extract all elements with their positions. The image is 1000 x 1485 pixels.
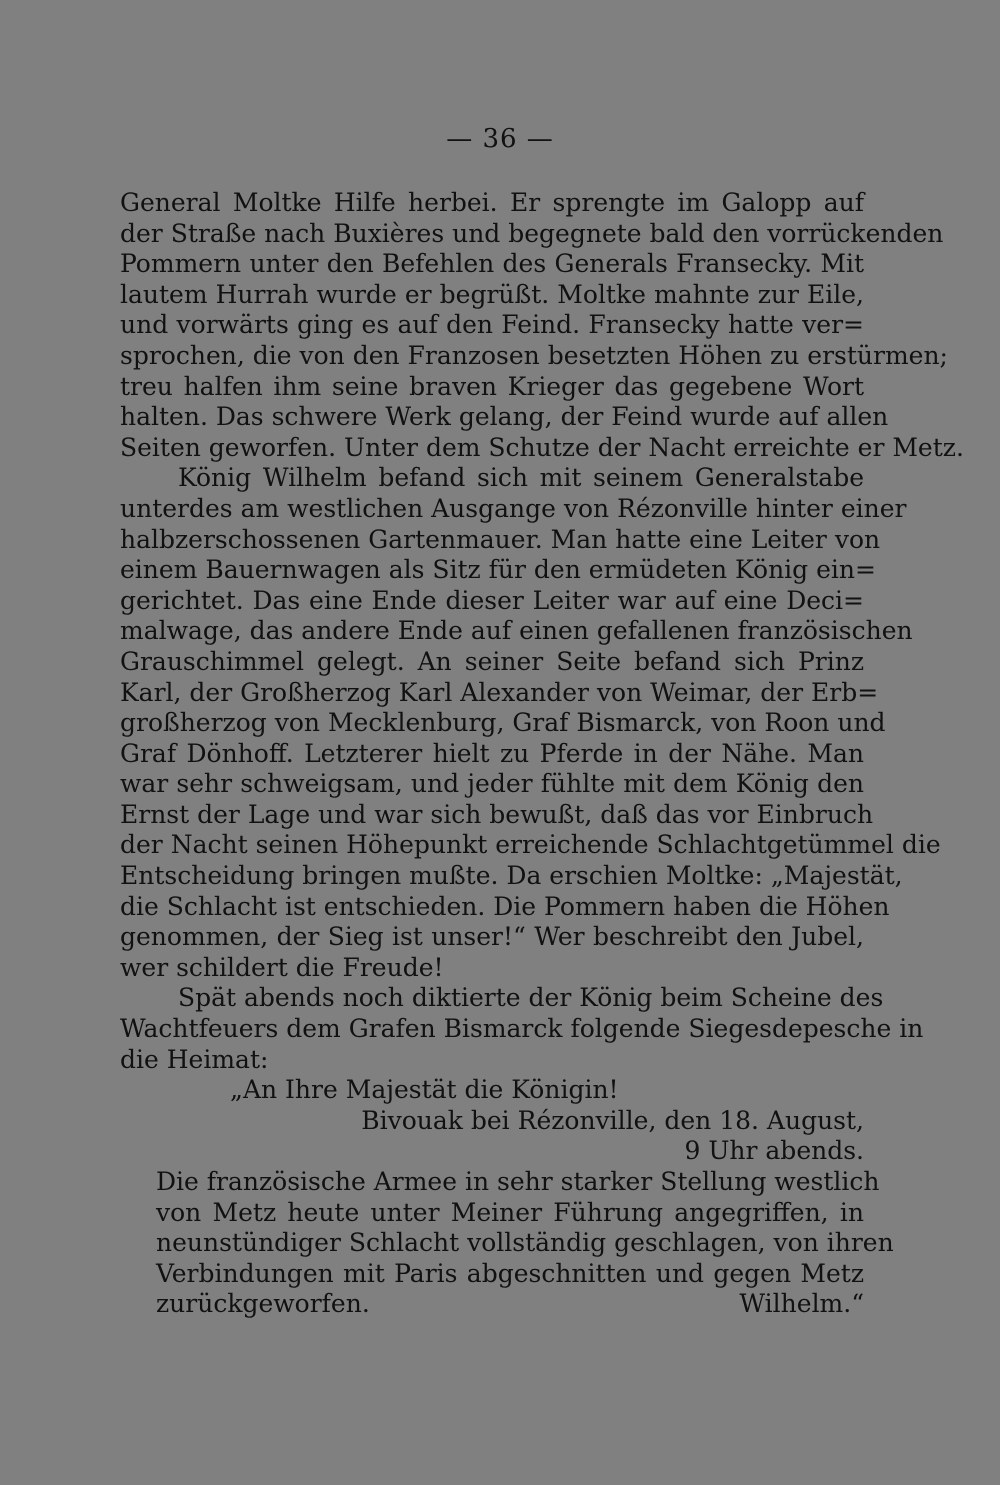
- text-line: malwage, das andere Ende auf einen gefallenen französischen: [120, 616, 913, 646]
- text-line: gerichtet. Das eine Ende dieser Leiter war auf eine Deci=: [120, 585, 864, 615]
- text-line: treu halfen ihm seine braven Krieger das gegebene Wort: [120, 371, 864, 401]
- page-number: — 36 —: [446, 124, 554, 154]
- page-text: [120, 188, 964, 1320]
- text-line: der Straße nach Buxières und begegnete bald den vorrückenden: [120, 218, 944, 248]
- text-line: Verbindungen mit Paris abgeschnitten und gegen Metz: [156, 1258, 864, 1288]
- paragraph-3: [120, 983, 924, 1075]
- text-line: war sehr schweigsam, und jeder fühlte mit dem König den: [120, 769, 864, 799]
- text-line: Spät abends noch diktierte der König beim Scheine des: [178, 983, 884, 1013]
- paragraph-1: [120, 188, 964, 463]
- text-line: und vorwärts ging es auf den Feind. Fransecky hatte ver=: [120, 310, 864, 340]
- text-line: neunstündiger Schlacht vollständig geschlagen, von ihren: [156, 1228, 894, 1258]
- text-line: Graf Dönhoff. Letzterer hielt zu Pferde in der Nähe. Man: [120, 738, 864, 768]
- text-line: Entscheidung bringen mußte. Da erschien Moltke: „Majestät,: [120, 861, 903, 891]
- telegram-time: 9 Uhr abends.: [684, 1136, 864, 1166]
- text-line: Wachtfeuers dem Grafen Bismarck folgende Siegesdepesche in: [120, 1014, 924, 1044]
- telegram-signature: Wilhelm.“: [739, 1289, 864, 1319]
- paragraph-2: [120, 463, 941, 983]
- text-line: großherzog von Mecklenburg, Graf Bismarck, von Roon und: [120, 708, 886, 738]
- telegram-place-date: Bivouak bei Rézonville, den 18. August,: [361, 1105, 864, 1135]
- text-line: die Schlacht ist entschieden. Die Pommern haben die Höhen: [120, 891, 890, 921]
- text-line: von Metz heute unter Meiner Führung angegriffen, in: [156, 1197, 864, 1227]
- text-line: Seiten geworfen. Unter dem Schutze der Nacht erreichte er Metz.: [120, 432, 964, 462]
- text-line: halbzerschossenen Gartenmauer. Man hatte eine Leiter von: [120, 524, 881, 554]
- text-line: zurückgeworfen.: [156, 1289, 370, 1319]
- telegram-salutation: „An Ihre Majestät die Königin!: [230, 1075, 619, 1105]
- telegram-quote: [120, 1075, 894, 1320]
- text-line: General Moltke Hilfe herbei. Er sprengte im Galopp auf: [120, 188, 864, 217]
- text-line: halten. Das schwere Werk gelang, der Feind wurde auf allen: [120, 402, 889, 432]
- text-line: Grauschimmel gelegt. An seiner Seite befand sich Prinz: [120, 646, 864, 676]
- telegram-final-line: [120, 1289, 864, 1320]
- text-line: genommen, der Sieg ist unser!“ Wer beschreibt den Jubel,: [120, 922, 864, 952]
- text-line: unterdes am westlichen Ausgange von Rézonville hinter einer: [120, 493, 907, 523]
- text-line: sprochen, die von den Franzosen besetzten Höhen zu erstürmen;: [120, 340, 948, 370]
- text-line: lautem Hurrah wurde er begrüßt. Moltke mahnte zur Eile,: [120, 279, 864, 309]
- text-line: die Heimat:: [120, 1044, 269, 1074]
- text-line: einem Bauernwagen als Sitz für den ermüdeten König ein=: [120, 555, 876, 585]
- text-line: wer schildert die Freude!: [120, 952, 444, 982]
- text-line: Die französische Armee in sehr starker Stellung westlich: [156, 1167, 880, 1196]
- text-line: der Nacht seinen Höhepunkt erreichende Schlachtgetümmel die: [120, 830, 941, 860]
- text-line: Ernst der Lage und war sich bewußt, daß das vor Einbruch: [120, 799, 874, 829]
- text-line: König Wilhelm befand sich mit seinem Generalstabe: [178, 463, 864, 493]
- text-line: Karl, der Großherzog Karl Alexander von Weimar, der Erb=: [120, 677, 879, 707]
- text-line: Pommern unter den Befehlen des Generals Fransecky. Mit: [120, 249, 864, 279]
